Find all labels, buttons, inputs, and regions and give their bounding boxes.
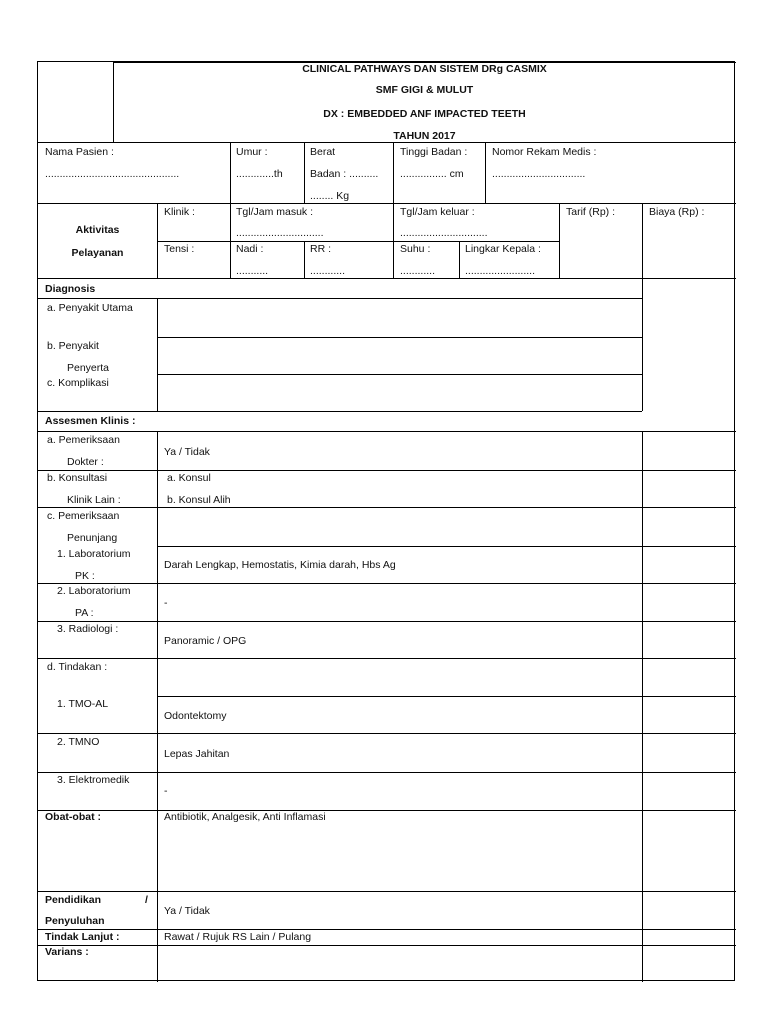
education-slash: / [145,894,148,906]
lab-pk-label: 1. Laboratorium [57,548,131,560]
age-label: Umur : [236,146,268,158]
rule [38,470,736,471]
lab-pa-value: - [164,597,168,609]
rule [38,658,736,659]
service-activity-label: Aktivitas [75,224,120,236]
form-subtitle: SMF GIGI & MULUT [375,84,474,96]
admission-time-field[interactable]: .............................. [236,227,324,239]
doctor-exam-label-2: Dokter : [67,456,104,468]
rule [38,929,736,930]
rule [38,810,736,811]
rule [157,374,642,375]
blood-pressure-label: Tensi : [164,243,195,255]
lab-pk-label-2: PK : [75,570,95,582]
rule [230,203,231,278]
weight-label: Berat [310,146,336,158]
rule [38,583,736,584]
tmno-value: Lepas Jahitan [164,748,230,760]
admission-time-label: Tgl/Jam masuk : [236,206,314,218]
consultation-label: b. Konsultasi [47,472,108,484]
education-value: Ya / Tidak [164,905,210,917]
rule [393,203,394,278]
clinical-pathway-form [37,61,735,981]
rule [157,696,736,697]
rule [642,278,643,411]
patient-name-field[interactable]: .............................................. [45,168,180,180]
height-field[interactable]: ................ cm [400,168,464,180]
tmo-al-value: Odontektomy [164,710,227,722]
tmo-al-label: 1. TMO-AL [57,698,109,710]
doctor-exam-label: a. Pemeriksaan [47,434,120,446]
education-label-2: Penyuluhan [45,915,105,927]
temperature-label: Suhu : [400,243,431,255]
rule [304,241,305,278]
patient-name-label: Nama Pasien : [45,146,114,158]
support-exam-label: c. Pemeriksaan [47,510,120,522]
rule [230,142,231,203]
clinic-label: Klinik : [164,206,195,218]
procedure-label: d. Tindakan : [47,661,108,673]
form-title: CLINICAL PATHWAYS DAN SISTEM DRg CASMIX [302,63,547,75]
height-label: Tinggi Badan : [400,146,468,158]
rule [38,733,736,734]
respiration-label: RR : [310,243,331,255]
rule [38,945,736,946]
lab-pk-value: Darah Lengkap, Hemostatis, Kimia darah, Hbs Ag [164,559,396,571]
support-exam-label-2: Penunjang [67,532,118,544]
rule [157,431,158,982]
rule [157,241,559,242]
year-title: TAHUN 2017 [393,130,456,142]
rule [38,507,736,508]
rule [38,772,736,773]
diagnosis-title: DX : EMBEDDED ANF IMPACTED TEETH [323,108,526,120]
rule [459,241,460,278]
weight-field[interactable]: ........ Kg [310,190,350,202]
cost-label: Biaya (Rp) : [649,206,705,218]
lab-pa-label-2: PA : [75,607,94,619]
rule [38,278,736,279]
service-activity-label-2: Pelayanan [71,247,124,259]
head-circumference-field[interactable]: ........................ [465,265,536,277]
rule [157,337,642,338]
radiology-value: Panoramic / OPG [164,635,247,647]
radiology-label: 3. Radiologi : [57,623,119,635]
doctor-exam-value: Ya / Tidak [164,446,210,458]
discharge-time-label: Tgl/Jam keluar : [400,206,475,218]
consultation-option-1: a. Konsul [167,472,211,484]
clinical-assessment-heading: Assesmen Klinis : [45,415,136,427]
rule [38,621,736,622]
follow-up-label: Tindak Lanjut : [45,931,120,943]
rule [157,298,158,411]
comorbidity-label: b. Penyakit [47,340,99,352]
medical-record-field[interactable]: ................................ [492,168,586,180]
comorbidity-label-2: Penyerta [67,362,110,374]
discharge-time-field[interactable]: .............................. [400,227,488,239]
electromedic-label: 3. Elektromedik [57,774,130,786]
lab-pa-label: 2. Laboratorium [57,585,131,597]
consultation-label-2: Klinik Lain : [67,494,121,506]
primary-disease-label: a. Penyakit Utama [47,302,133,314]
pulse-label: Nadi : [236,243,264,255]
electromedic-value: - [164,785,168,797]
rule [38,431,736,432]
age-field[interactable]: .............th [236,168,283,180]
variance-label: Varians : [45,946,89,958]
medical-record-label: Nomor Rekam Medis : [492,146,597,158]
education-label: Pendidikan [45,894,102,906]
rule [38,891,736,892]
medication-value: Antibiotik, Analgesik, Anti Inflamasi [164,811,326,823]
rule [393,142,394,203]
head-circumference-label: Lingkar Kepala : [465,243,541,255]
rule [304,142,305,203]
consultation-option-2: b. Konsul Alih [167,494,231,506]
rule [38,411,642,412]
rule [559,203,560,278]
weight-label-2: Badan : .......... [310,168,379,180]
respiration-field[interactable]: ............ [310,265,346,277]
rule [157,203,158,278]
rule [157,546,736,547]
rule [642,203,643,278]
complication-label: c. Komplikasi [47,377,109,389]
temperature-field[interactable]: ............ [400,265,436,277]
follow-up-value: Rawat / Rujuk RS Lain / Pulang [164,931,312,943]
pulse-field[interactable]: ........... [236,265,269,277]
diagnosis-heading: Diagnosis [45,283,96,295]
tmno-label: 2. TMNO [57,736,100,748]
medication-label: Obat-obat : [45,811,101,823]
tariff-label: Tarif (Rp) : [566,206,616,218]
rule [38,203,736,204]
rule [485,142,486,203]
rule [642,431,643,982]
rule [38,298,642,299]
